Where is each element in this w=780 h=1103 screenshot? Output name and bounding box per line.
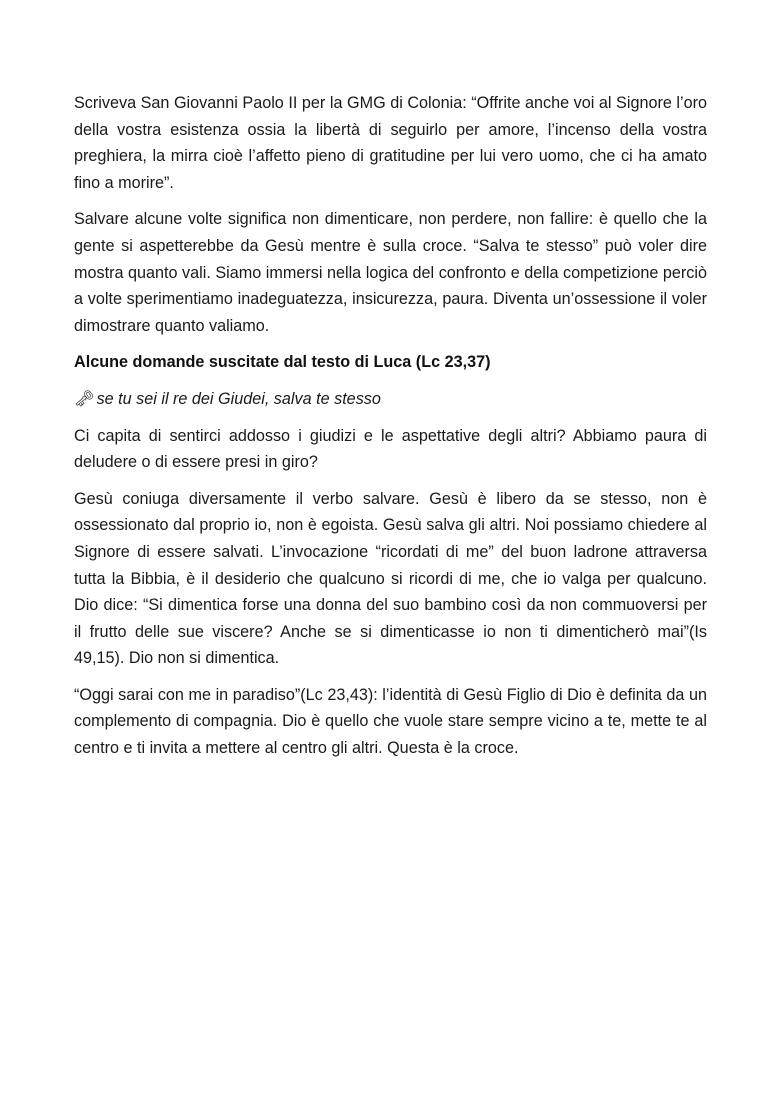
paragraph-paradiso: “Oggi sarai con me in paradiso”(Lc 23,43): l’identità di Gesù Figlio di Dio è definita da un complemento di compagnia. Dio è quello che vuole stare sempre vicino a te, mette te al centro e ti invita a mettere al centro gli altri. Questa è la croce.: [74, 685, 707, 758]
scripture-quote-line: [74, 386, 707, 413]
paragraph-salvare: Salvare alcune volte significa non dimenticare, non perdere, non fallire: è quello che la gente si aspetterebbe da Gesù mentre è sulla croce. “Salva te stesso” può voler dire mostra quanto vali. Siamo immersi nella logica del confronto e della competizione perciò a volte sperimentiamo inadeguatezza, insicurezza, paura. Diventa un’ossessione il voler dimostrare quanto valiamo.: [74, 210, 707, 335]
section-heading: Alcune domande suscitate dal testo di Luca (Lc 23,37): [74, 353, 491, 372]
key-icon: 🗝: [74, 389, 95, 408]
scripture-quote-text: se tu sei il re dei Giudei, salva te stesso: [96, 389, 381, 408]
document-page: [74, 90, 707, 772]
paragraph-gmg-quote: Scriveva San Giovanni Paolo II per la GMG di Colonia: “Offrite anche voi al Signore l’oro della vostra esistenza ossia la libertà di seguirlo per amore, l’incenso della vostra preghiera, la mirra cioè l’affetto pieno di gratitudine per lui vero uomo, che ci ha amato fino a morire”.: [74, 94, 707, 192]
paragraph-domande: Ci capita di sentirci addosso i giudizi e le aspettative degli altri? Abbiamo paura di deludere o di essere presi in giro?: [74, 426, 707, 472]
paragraph-gesu-salva: Gesù coniuga diversamente il verbo salvare. Gesù è libero da se stesso, non è ossessionato dal proprio io, non è egoista. Gesù salva gli altri. Noi possiamo chiedere al Signore di essere salvati. L’invocazione “ricordati di me” del buon ladrone attraversa tutta la Bibbia, è il desiderio che qualcuno si ricordi di me, che io valga per qualcuno. Dio dice: “Si dimentica forse una donna del suo bambino così da non commuoversi per il frutto delle sue viscere? Anche se si dimenticasse io non ti dimenticherò mai”(Is 49,15). Dio non si dimentica.: [74, 489, 707, 668]
